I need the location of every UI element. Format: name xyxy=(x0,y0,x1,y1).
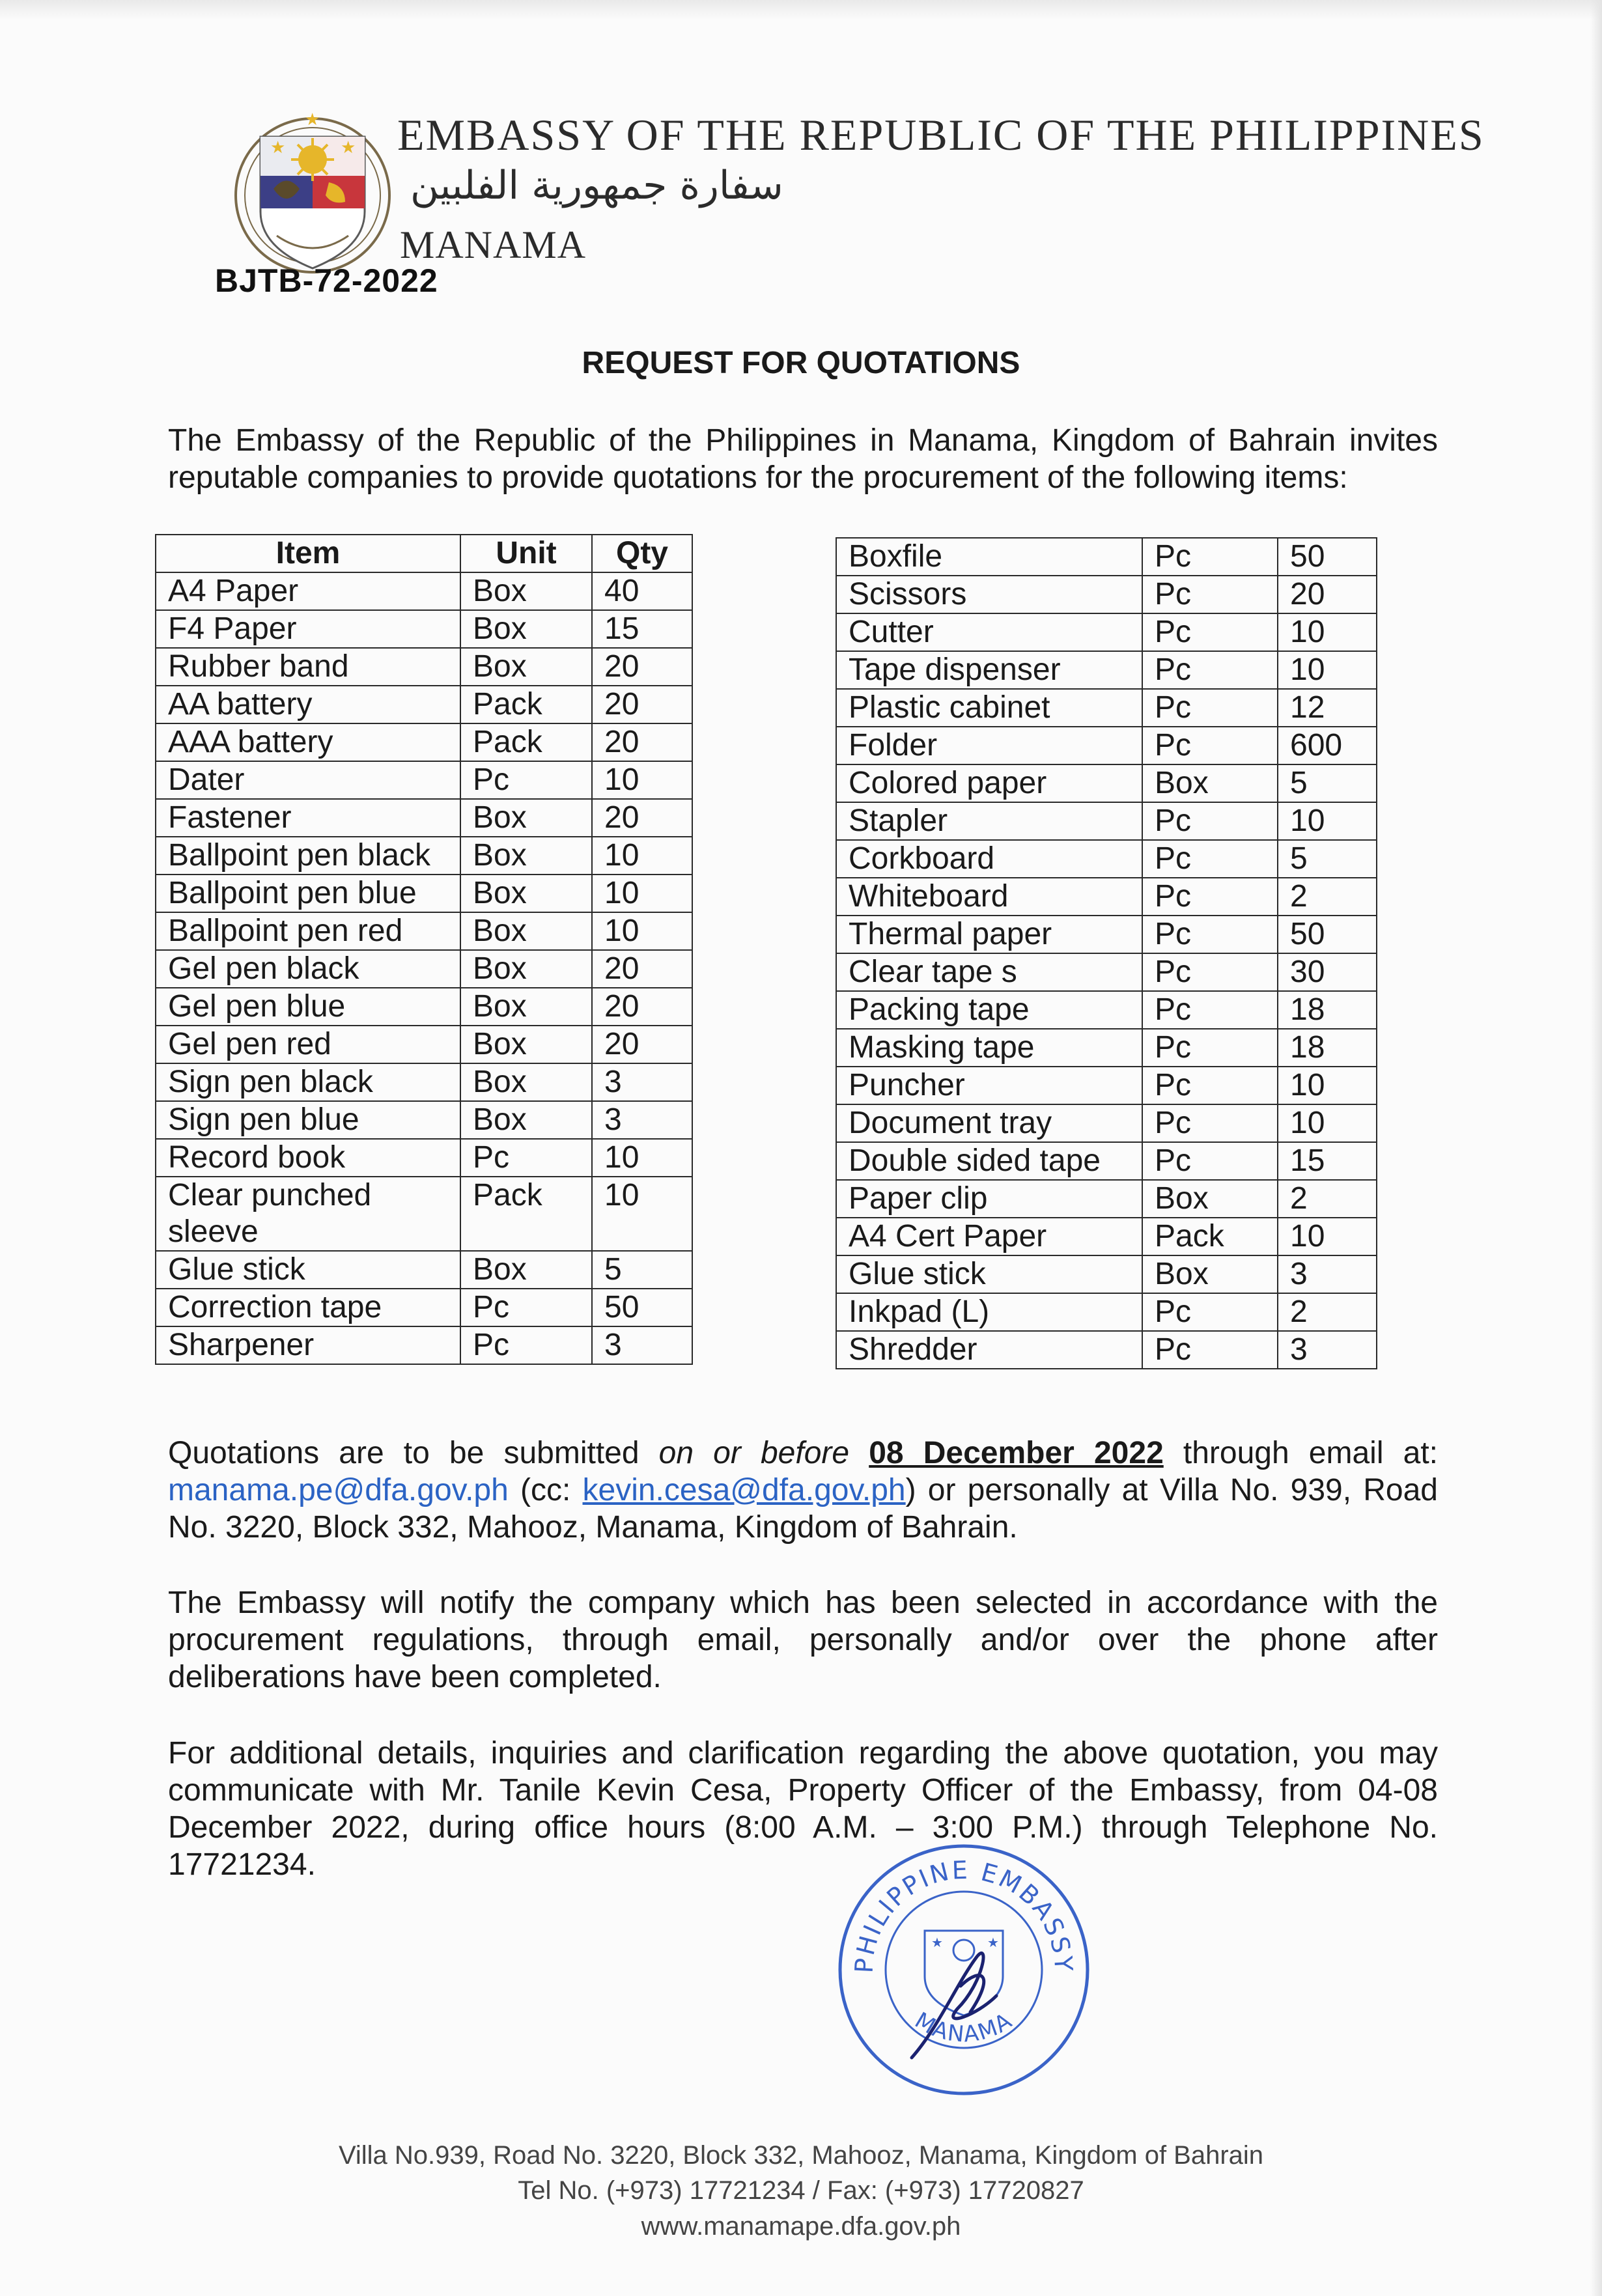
item-cell: Dater xyxy=(156,761,460,799)
qty-cell: 20 xyxy=(592,950,692,988)
item-cell: Sign pen black xyxy=(156,1063,460,1101)
qty-cell: 40 xyxy=(592,572,692,610)
page-title: REQUEST FOR QUOTATIONS xyxy=(582,346,1020,380)
submission-text-after: through email at: xyxy=(1163,1436,1439,1470)
qty-cell: 10 xyxy=(592,912,692,950)
unit-cell: Pc xyxy=(1142,538,1278,576)
table-row xyxy=(156,648,692,686)
table-row xyxy=(156,610,692,648)
table-row xyxy=(836,727,1377,764)
svg-text:★: ★ xyxy=(931,1936,943,1950)
unit-cell: Pc xyxy=(1142,1331,1278,1369)
table-row xyxy=(836,1104,1377,1142)
table-row xyxy=(836,1255,1377,1293)
svg-text:★: ★ xyxy=(341,137,356,157)
column-header-item: Item xyxy=(156,535,460,572)
item-cell: Thermal paper xyxy=(836,916,1142,953)
stamp-bottom-text xyxy=(910,2008,1017,2048)
table-row xyxy=(156,875,692,912)
item-cell: Double sided tape xyxy=(836,1142,1142,1180)
item-cell: Ballpoint pen red xyxy=(156,912,460,950)
qty-cell: 5 xyxy=(1278,764,1377,802)
unit-cell: Pc xyxy=(460,761,592,799)
table-row xyxy=(836,651,1377,689)
additional-details-paragraph: For additional details, inquiries and clarification regarding the above quotation, you may communicate with Mr. Tanile Kevin Cesa, Property Officer of the Embassy, from 04-08 December 2022, during office hours (8:00 A.M. – 3:00 P.M.) through Telephone No. 17721234. xyxy=(168,1736,1438,1882)
submission-on-or-before: on or before xyxy=(658,1436,850,1470)
table-row xyxy=(836,1331,1377,1369)
qty-cell: 20 xyxy=(592,799,692,837)
unit-cell: Pack xyxy=(460,723,592,761)
table-row xyxy=(156,761,692,799)
item-cell: A4 Cert Paper xyxy=(836,1218,1142,1255)
table-row xyxy=(156,1063,692,1101)
item-cell: Whiteboard xyxy=(836,878,1142,916)
items-table-left xyxy=(155,534,693,1365)
unit-cell: Box xyxy=(460,1063,592,1101)
qty-cell: 10 xyxy=(1278,613,1377,651)
table-row xyxy=(156,950,692,988)
item-cell: Tape dispenser xyxy=(836,651,1142,689)
table-row xyxy=(156,1139,692,1177)
embassy-city: MANAMA xyxy=(400,223,587,266)
qty-cell: 18 xyxy=(1278,991,1377,1029)
qty-cell: 2 xyxy=(1278,878,1377,916)
unit-cell: Pc xyxy=(1142,953,1278,991)
submission-paragraph xyxy=(168,1435,1438,1546)
item-cell: Fastener xyxy=(156,799,460,837)
unit-cell: Box xyxy=(460,950,592,988)
unit-cell: Pc xyxy=(1142,727,1278,764)
table-row xyxy=(836,916,1377,953)
submission-text-before: Quotations are to be submitted xyxy=(168,1436,659,1470)
qty-cell: 3 xyxy=(592,1326,692,1364)
table-header-row xyxy=(156,535,692,572)
item-cell: A4 Paper xyxy=(156,572,460,610)
item-cell: Gel pen blue xyxy=(156,988,460,1026)
qty-cell: 10 xyxy=(592,761,692,799)
qty-cell: 50 xyxy=(592,1289,692,1326)
unit-cell: Pc xyxy=(1142,1029,1278,1067)
qty-cell: 5 xyxy=(1278,840,1377,878)
qty-cell: 3 xyxy=(1278,1255,1377,1293)
column-header-unit: Unit xyxy=(460,535,592,572)
item-cell: Ballpoint pen blue xyxy=(156,875,460,912)
unit-cell: Pc xyxy=(1142,1142,1278,1180)
item-cell: Rubber band xyxy=(156,648,460,686)
scan-edge-top xyxy=(0,0,1602,20)
table-row xyxy=(836,840,1377,878)
stamp-top-textpath: PHILIPPINE EMBASSY xyxy=(849,1855,1078,1974)
item-cell: Puncher xyxy=(836,1067,1142,1104)
table-row xyxy=(156,1251,692,1289)
qty-cell: 3 xyxy=(592,1063,692,1101)
table-row xyxy=(836,953,1377,991)
item-cell: AAA battery xyxy=(156,723,460,761)
unit-cell: Pc xyxy=(1142,613,1278,651)
unit-cell: Pc xyxy=(1142,840,1278,878)
unit-cell: Pc xyxy=(1142,576,1278,613)
qty-cell: 2 xyxy=(1278,1293,1377,1331)
qty-cell: 10 xyxy=(592,837,692,875)
table-row xyxy=(836,1142,1377,1180)
svg-text:★: ★ xyxy=(305,109,320,129)
item-cell: Shredder xyxy=(836,1331,1142,1369)
table-row xyxy=(156,912,692,950)
intro-paragraph: The Embassy of the Republic of the Philippines in Manama, Kingdom of Bahrain invites reputable companies to provide quotations for the procurement of the following items: xyxy=(168,423,1438,495)
qty-cell: 3 xyxy=(592,1101,692,1139)
unit-cell: Box xyxy=(1142,1255,1278,1293)
deadline-date: 08 December 2022 xyxy=(869,1436,1164,1470)
unit-cell: Box xyxy=(460,988,592,1026)
qty-cell: 5 xyxy=(592,1251,692,1289)
qty-cell: 18 xyxy=(1278,1029,1377,1067)
table-row xyxy=(836,1293,1377,1331)
table-row xyxy=(836,1067,1377,1104)
column-header-qty: Qty xyxy=(592,535,692,572)
unit-cell: Box xyxy=(460,1026,592,1063)
unit-cell: Pc xyxy=(1142,689,1278,727)
qty-cell: 10 xyxy=(1278,1218,1377,1255)
qty-cell: 20 xyxy=(592,988,692,1026)
table-row xyxy=(836,689,1377,727)
table-row xyxy=(156,799,692,837)
unit-cell: Box xyxy=(460,1101,592,1139)
footer-contact: Tel No. (+973) 17721234 / Fax: (+973) 17720827 xyxy=(518,2176,1084,2205)
table-row xyxy=(156,686,692,723)
table-row xyxy=(156,1026,692,1063)
qty-cell: 20 xyxy=(1278,576,1377,613)
unit-cell: Pc xyxy=(1142,802,1278,840)
qty-cell: 20 xyxy=(592,1026,692,1063)
item-cell: Document tray xyxy=(836,1104,1142,1142)
item-cell: F4 Paper xyxy=(156,610,460,648)
item-cell: Scissors xyxy=(836,576,1142,613)
table-row xyxy=(156,837,692,875)
item-cell: Glue stick xyxy=(836,1255,1142,1293)
item-cell: Packing tape xyxy=(836,991,1142,1029)
unit-cell: Pc xyxy=(460,1289,592,1326)
unit-cell: Box xyxy=(460,572,592,610)
item-cell: Colored paper xyxy=(836,764,1142,802)
table-row xyxy=(836,1029,1377,1067)
table-row xyxy=(836,576,1377,613)
reference-number: BJTB-72-2022 xyxy=(215,262,438,299)
qty-cell: 20 xyxy=(592,723,692,761)
unit-cell: Pack xyxy=(460,686,592,723)
scan-edge-right xyxy=(1590,0,1602,2296)
unit-cell: Pc xyxy=(1142,651,1278,689)
table-row xyxy=(836,802,1377,840)
unit-cell: Pc xyxy=(1142,1067,1278,1104)
item-cell: Record book xyxy=(156,1139,460,1177)
table-row xyxy=(836,1218,1377,1255)
qty-cell: 10 xyxy=(1278,1067,1377,1104)
item-cell: Folder xyxy=(836,727,1142,764)
table-row xyxy=(156,723,692,761)
qty-cell: 10 xyxy=(592,1139,692,1177)
item-cell: Gel pen red xyxy=(156,1026,460,1063)
item-cell: Inkpad (L) xyxy=(836,1293,1142,1331)
qty-cell: 10 xyxy=(592,875,692,912)
qty-cell: 3 xyxy=(1278,1331,1377,1369)
qty-cell: 10 xyxy=(592,1177,692,1251)
item-cell: Paper clip xyxy=(836,1180,1142,1218)
stamp-bottom-textpath: MANAMA xyxy=(910,2007,1018,2048)
cc-email-link[interactable]: kevin.cesa@dfa.gov.ph xyxy=(582,1473,906,1507)
unit-cell: Box xyxy=(460,875,592,912)
table-row xyxy=(156,988,692,1026)
item-cell: Boxfile xyxy=(836,538,1142,576)
table-row xyxy=(836,538,1377,576)
item-cell: Masking tape xyxy=(836,1029,1142,1067)
footer-address: Villa No.939, Road No. 3220, Block 332, Mahooz, Manama, Kingdom of Bahrain xyxy=(338,2141,1264,2170)
unit-cell: Box xyxy=(460,799,592,837)
item-cell: Corkboard xyxy=(836,840,1142,878)
item-cell: Sign pen blue xyxy=(156,1101,460,1139)
qty-cell: 20 xyxy=(592,648,692,686)
table-row xyxy=(156,572,692,610)
item-cell: Clear punched sleeve xyxy=(156,1177,460,1251)
notification-paragraph: The Embassy will notify the company which has been selected in accordance with the procurement regulations, through email, personally and/or over the phone after deliberations have been completed. xyxy=(168,1586,1438,1694)
embassy-title-arabic: سفارة جمهورية الفلبين xyxy=(410,163,783,208)
items-table-right xyxy=(836,537,1377,1369)
unit-cell: Pc xyxy=(460,1139,592,1177)
qty-cell: 15 xyxy=(592,610,692,648)
qty-cell: 50 xyxy=(1278,916,1377,953)
embassy-title: EMBASSY OF THE REPUBLIC OF THE PHILIPPINES xyxy=(397,110,1485,160)
unit-cell: Pack xyxy=(1142,1218,1278,1255)
qty-cell: 10 xyxy=(1278,651,1377,689)
svg-text:★: ★ xyxy=(270,137,286,157)
item-cell: Ballpoint pen black xyxy=(156,837,460,875)
qty-cell: 2 xyxy=(1278,1180,1377,1218)
unit-cell: Box xyxy=(1142,1180,1278,1218)
unit-cell: Pc xyxy=(1142,916,1278,953)
item-cell: Glue stick xyxy=(156,1251,460,1289)
unit-cell: Box xyxy=(1142,764,1278,802)
table-row xyxy=(156,1326,692,1364)
footer-website[interactable]: www.manamape.dfa.gov.ph xyxy=(641,2212,961,2241)
table-row xyxy=(156,1177,692,1251)
table-row xyxy=(156,1289,692,1326)
item-cell: Sharpener xyxy=(156,1326,460,1364)
table-row xyxy=(836,991,1377,1029)
unit-cell: Box xyxy=(460,1251,592,1289)
item-cell: Stapler xyxy=(836,802,1142,840)
unit-cell: Pc xyxy=(1142,878,1278,916)
item-cell: Clear tape s xyxy=(836,953,1142,991)
unit-cell: Box xyxy=(460,837,592,875)
table-row xyxy=(836,613,1377,651)
table-row xyxy=(156,1101,692,1139)
qty-cell: 600 xyxy=(1278,727,1377,764)
item-cell: Plastic cabinet xyxy=(836,689,1142,727)
table-row xyxy=(836,1180,1377,1218)
submission-text-end: ) or personally at Villa No. 939, Road No. 3220, Block 332, Mahooz, Manama, Kingdom of Bahrain. xyxy=(168,1473,1438,1545)
qty-cell: 10 xyxy=(1278,1104,1377,1142)
qty-cell: 12 xyxy=(1278,689,1377,727)
table-row xyxy=(836,764,1377,802)
qty-cell: 50 xyxy=(1278,538,1377,576)
unit-cell: Pc xyxy=(1142,991,1278,1029)
unit-cell: Box xyxy=(460,610,592,648)
embassy-stamp xyxy=(827,1833,1101,2107)
cc-prefix: (cc: xyxy=(508,1473,583,1507)
item-cell: Cutter xyxy=(836,613,1142,651)
qty-cell: 10 xyxy=(1278,802,1377,840)
item-cell: Gel pen black xyxy=(156,950,460,988)
primary-email-link[interactable]: manama.pe@dfa.gov.ph xyxy=(168,1473,509,1507)
item-cell: Correction tape xyxy=(156,1289,460,1326)
unit-cell: Box xyxy=(460,912,592,950)
unit-cell: Pc xyxy=(460,1326,592,1364)
unit-cell: Pc xyxy=(1142,1293,1278,1331)
qty-cell: 15 xyxy=(1278,1142,1377,1180)
unit-cell: Box xyxy=(460,648,592,686)
unit-cell: Pc xyxy=(1142,1104,1278,1142)
qty-cell: 20 xyxy=(592,686,692,723)
svg-text:★: ★ xyxy=(987,1936,999,1950)
unit-cell: Pack xyxy=(460,1177,592,1251)
item-cell: AA battery xyxy=(156,686,460,723)
table-row xyxy=(836,878,1377,916)
qty-cell: 30 xyxy=(1278,953,1377,991)
